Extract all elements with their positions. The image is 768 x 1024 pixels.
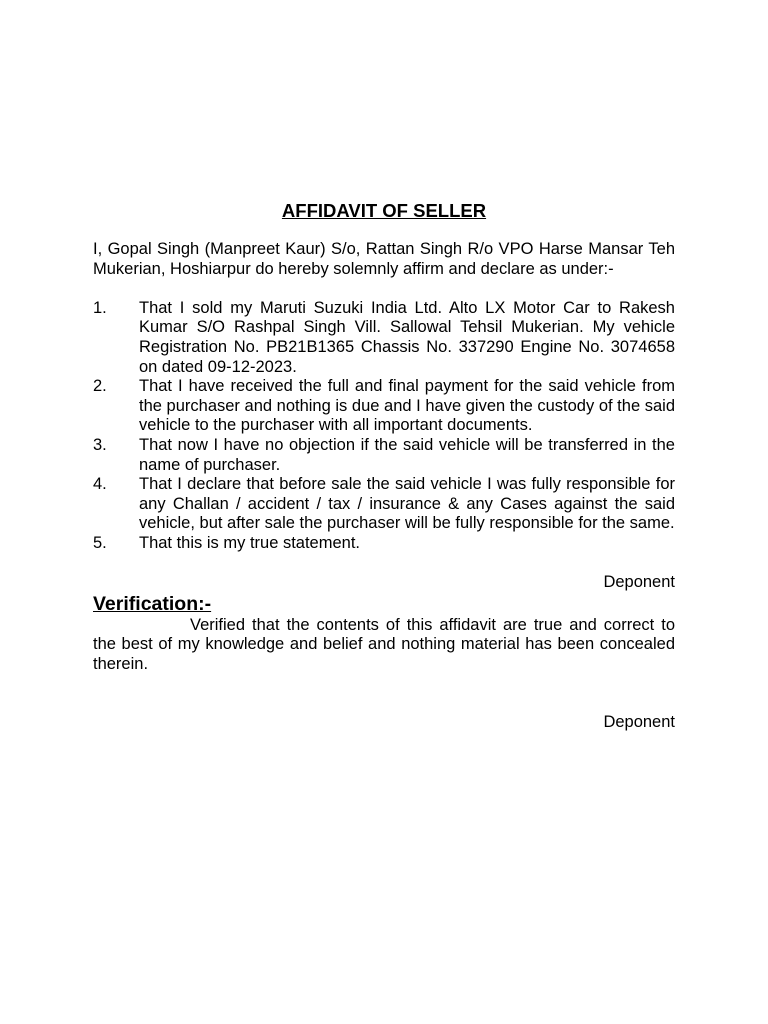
verification-heading: Verification:- (93, 592, 212, 615)
declaration-list (93, 299, 675, 554)
list-item-text: That this is my true statement. (139, 533, 360, 552)
deponent-label: Deponent (603, 713, 675, 732)
list-item (93, 475, 675, 534)
list-item-number: 4. (93, 475, 107, 494)
list-item (93, 377, 675, 436)
list-item (93, 436, 675, 475)
list-item-text: That I have received the full and final payment for the said vehicle from the purchaser and nothing is due and I have given the custody of the said vehicle to the purchaser with all important documents. (139, 377, 675, 435)
list-item-text: That now I have no objection if the said vehicle will be transferred in the name of purchaser. (139, 435, 675, 474)
verification-paragraph: Verified that the contents of this affidavit are true and correct to the best of my knowledge and belief and nothing material has been concealed therein. (93, 615, 675, 673)
list-item-number: 1. (93, 298, 107, 317)
list-item-number: 5. (93, 533, 107, 552)
list-item-number: 3. (93, 435, 107, 454)
intro-paragraph: I, Gopal Singh (Manpreet Kaur) S/o, Rattan Singh R/o VPO Harse Mansar Teh Mukerian, Hoshiarpur do hereby solemnly affirm and declare as under:- (93, 240, 675, 278)
affidavit-body (93, 199, 675, 733)
document-title: AFFIDAVIT OF SELLER (281, 200, 487, 221)
list-item (93, 534, 675, 554)
list-item-number: 2. (93, 377, 107, 396)
list-item-text: That I declare that before sale the said vehicle I was fully responsible for any Challan / accident / tax / insurance & any Cases against the said vehicle, but after sale the purchaser will be fully responsible for the same. (139, 475, 675, 533)
list-item (93, 299, 675, 377)
list-item-text: That I sold my Maruti Suzuki India Ltd. Alto LX Motor Car to Rakesh Kumar S/O Rashpal Singh Vill. Sallowal Tehsil Mukerian. My vehicle Registration No. PB21B1365 Chassis No. 337290 Engine No. 3074658 on dated 09-12-2023. (139, 298, 675, 376)
deponent-label: Deponent (603, 573, 675, 592)
